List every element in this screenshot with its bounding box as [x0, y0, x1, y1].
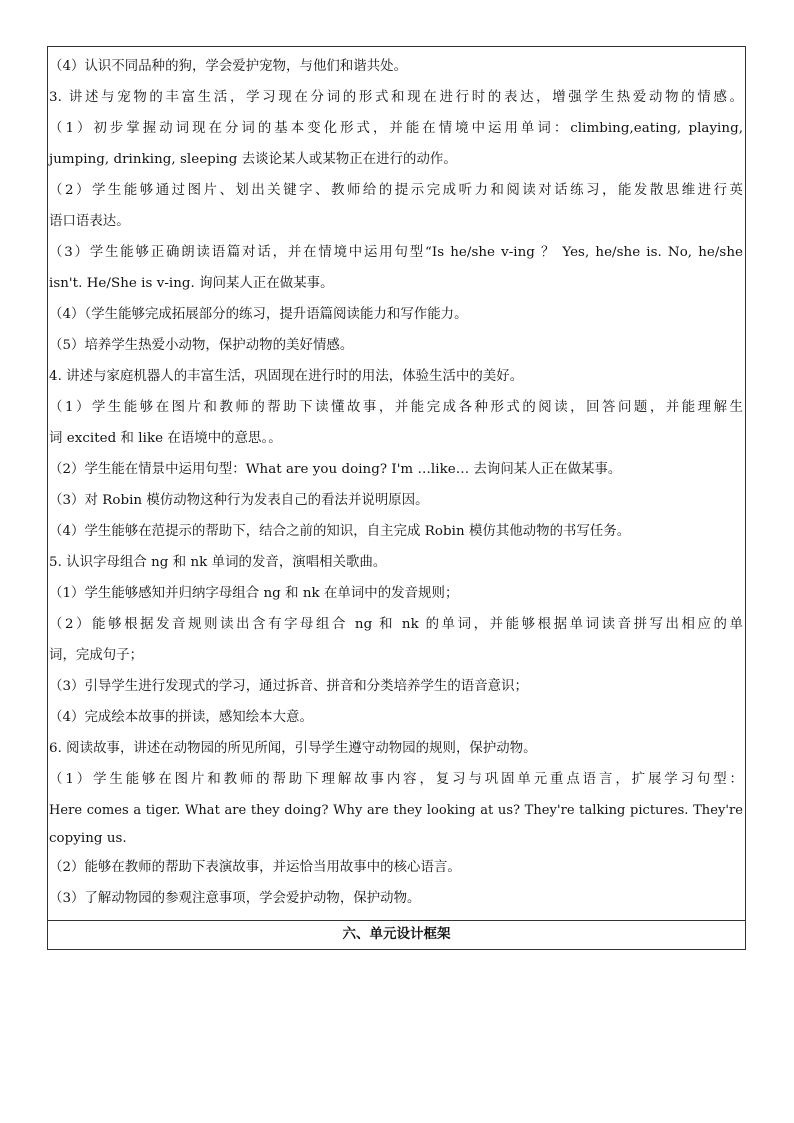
- text-line: isn't. He/She is v-ing. 询问某人正在做某事。: [49, 276, 334, 291]
- text-line: （3）对 Robin 模仿动物这种行为发表自己的看法并说明原因。: [49, 493, 429, 508]
- text-line: 5. 认识字母组合 ng 和 nk 单词的发音，演唱相关歌曲。: [49, 555, 387, 570]
- text-line: 词，完成句子；: [49, 648, 144, 663]
- text-line: （4）（学生能够完成拓展部分的练习，提升语篇阅读能力和写作能力。: [49, 307, 468, 322]
- objectives-cell: [48, 47, 745, 921]
- text-line: （3）学生能够正确朗读语篇对话，并在情境中运用句型“Is he/she v-ing ？ Yes, he/she is. No, he/she: [49, 245, 743, 260]
- text-line: （3）引导学生进行发现式的学习，通过拆音、拼音和分类培养学生的语音意识；: [49, 679, 528, 694]
- section-header: 六、单元设计框架: [342, 926, 451, 942]
- text-line: 4. 讲述与家庭机器人的丰富生活，巩固现在进行时的用法，体验生活中的美好。: [49, 369, 524, 384]
- text-line: （4）完成绘本故事的拼读，感知绘本大意。: [49, 710, 313, 725]
- text-line: 3. 讲述与宠物的丰富生活，学习现在分词的形式和现在进行时的表达，增强学生热爱动物的情感。: [49, 90, 743, 105]
- text-line: copying us.: [49, 831, 127, 846]
- text-line: 6. 阅读故事，讲述在动物园的所见所闻，引导学生遵守动物园的规则，保护动物。: [49, 741, 537, 756]
- text-line: （3）了解动物园的参观注意事项，学会爱护动物，保护动物。: [49, 891, 421, 906]
- text-line: （1）学生能够感知并归纳字母组合 ng 和 nk 在单词中的发音规则；: [49, 586, 459, 601]
- text-line: （4）学生能够在范提示的帮助下，结合之前的知识，自主完成 Robin 模仿其他动物的书写任务。: [49, 524, 631, 539]
- text-line: （2）能够根据发音规则读出含有字母组合 ng 和 nk 的单词，并能够根据单词读音拼写出相应的单: [49, 617, 743, 632]
- document-table: [47, 46, 746, 950]
- text-line: （2）能够在教师的帮助下表演故事，并运恰当用故事中的核心语言。: [49, 860, 461, 875]
- text-line: （1）初步掌握动词现在分词的基本变化形式，并能在情境中运用单词：climbing,eating, playing,: [49, 121, 743, 136]
- text-line: Here comes a tiger. What are they doing? Why are they looking at us? They're talking pictures. They're: [49, 803, 743, 818]
- text-line: 词 excited 和 like 在语境中的意思。。: [49, 431, 282, 446]
- text-line: （2）学生能够通过图片、划出关键字、教师给的提示完成听力和阅读对话练习，能发散思维进行英: [49, 183, 743, 198]
- text-line: jumping, drinking, sleeping 去谈论某人或某物正在进行的动作。: [49, 152, 457, 167]
- text-line: （1）学生能够在图片和教师的帮助下读懂故事，并能完成各种形式的阅读，回答问题，并能理解生: [49, 400, 743, 415]
- text-line: 语口语表达。: [49, 214, 130, 229]
- text-line: （2）学生能在情景中运用句型：What are you doing? I'm …like… 去询问某人正在做某事。: [49, 462, 622, 477]
- text-line: （5）培养学生热爱小动物，保护动物的美好情感。: [49, 338, 354, 353]
- text-line: （4）认识不同品种的狗，学会爱护宠物，与他们和谐共处。: [49, 59, 408, 74]
- text-line: （1）学生能够在图片和教师的帮助下理解故事内容，复习与巩固单元重点语言，扩展学习句型：: [49, 772, 743, 787]
